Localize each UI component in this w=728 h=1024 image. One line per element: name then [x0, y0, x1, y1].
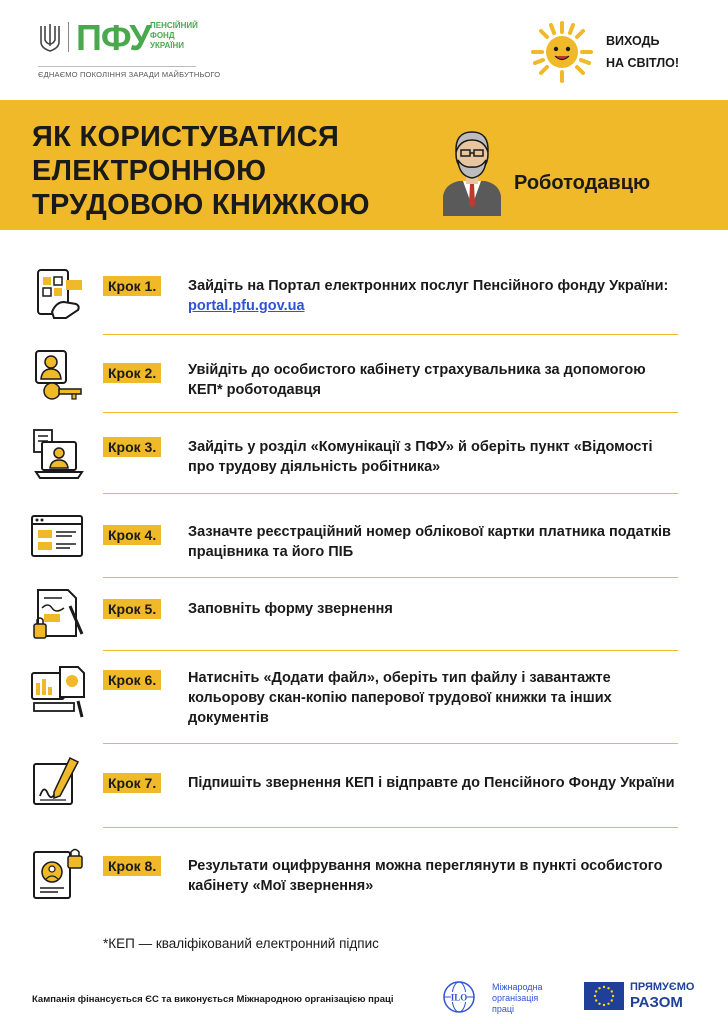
step-divider [103, 743, 678, 744]
step-badge: Крок 6. [103, 670, 161, 690]
user-key-icon [30, 347, 86, 403]
pfu-letters: ПФУ [76, 17, 151, 58]
tablet-touch-icon [30, 266, 86, 322]
pfu-slogan: ЄДНАЄМО ПОКОЛІННЯ ЗАРАДИ МАЙБУТНЬОГО [38, 70, 221, 79]
step-badge: Крок 5. [103, 599, 161, 619]
laptop-user-icon [30, 428, 86, 484]
step-divider [103, 334, 678, 335]
slogan-divider [38, 66, 196, 67]
page-title [32, 120, 370, 222]
eu-flag-icon [584, 982, 624, 1010]
step-text: Натисніть «Додати файл», оберіть тип файлу і завантажте кольорову скан-копію паперової трудової книжки та інших документів [188, 670, 612, 726]
ilo-logo-icon [442, 980, 482, 1014]
eu-logo [584, 980, 694, 1014]
browser-form-icon [30, 510, 86, 566]
ilo-logo-text: ILO [450, 992, 468, 1003]
step-divider [103, 412, 678, 413]
audience-label: Роботодавцю [514, 172, 651, 194]
ilo-name [492, 982, 543, 1015]
step-divider [103, 577, 678, 578]
step-text: Зайдіть у розділ «Комунікації з ПФУ» й оберіть пункт «Відомості про трудову діяльність робітника» [188, 439, 653, 475]
eu-slogan [630, 980, 694, 1010]
upload-file-icon [30, 663, 86, 719]
document-lock-icon [30, 846, 86, 902]
step-divider [103, 493, 678, 494]
title-line: ЯК КОРИСТУВАТИСЯ [32, 121, 340, 153]
signature-pen-icon [30, 754, 86, 810]
pfu-full-name [150, 21, 210, 51]
step-text: Результати оцифрування можна переглянути в пункті особистого кабінету «Мої звернення» [188, 858, 663, 894]
step-text-part: Зайдіть на Портал електронних послуг Пенсійного фонду України: [188, 278, 669, 294]
funding-text: Кампанія фінансується ЄС та виконується Міжнародною організацією праці [32, 994, 394, 1005]
campaign-slogan [606, 30, 679, 74]
trident-icon [38, 22, 62, 54]
step-text: Підпишіть звернення КЕП і відправте до Пенсійного Фонду України [188, 775, 675, 791]
step-text: Увійдіть до особистого кабінету страхувальника за допомогою КЕП* роботодавця [188, 362, 646, 398]
form-fill-icon [30, 586, 86, 642]
employer-avatar-icon [437, 126, 507, 216]
title-line: ЕЛЕКТРОННОЮ [32, 155, 267, 187]
logo-separator [68, 22, 69, 52]
step-badge: Крок 8. [103, 856, 161, 876]
step-divider [103, 650, 678, 651]
campaign-line: ВИХОДЬ [606, 34, 660, 48]
title-line: ТРУДОВОЮ КНИЖКОЮ [32, 189, 370, 221]
step-badge: Крок 4. [103, 525, 161, 545]
step-text: Заповніть форму звернення [188, 601, 393, 617]
step-badge: Крок 3. [103, 437, 161, 457]
step-text: Зазначте реєстраційний номер облікової картки платника податків працівника та його ПІБ [188, 524, 671, 560]
pfu-name-line: УКРАЇНИ [150, 41, 185, 50]
footnote: *КЕП — кваліфікований електронний підпис [103, 936, 379, 951]
step-text [188, 276, 678, 316]
header [0, 0, 728, 100]
pfu-logo [38, 17, 221, 82]
step-divider [103, 827, 678, 828]
step-badge: Крок 2. [103, 363, 161, 383]
campaign-line: НА СВІТЛО! [606, 56, 680, 70]
sun-mascot-icon [530, 20, 594, 84]
eu-slogan-line: ПРЯМУЄМО [630, 981, 695, 993]
step-badge: Крок 7. [103, 773, 161, 793]
pfu-name-line: ПЕНСІЙНИЙ [150, 21, 198, 30]
step-badge: Крок 1. [103, 276, 161, 296]
pfu-name-line: ФОНД [150, 31, 175, 40]
ilo-name-line: праці [492, 1004, 515, 1014]
portal-link[interactable]: portal.pfu.gov.ua [188, 298, 305, 314]
ilo-name-line: організація [492, 993, 539, 1003]
ilo-name-line: Міжнародна [492, 982, 543, 992]
eu-slogan-line: РАЗОМ [630, 994, 683, 1011]
